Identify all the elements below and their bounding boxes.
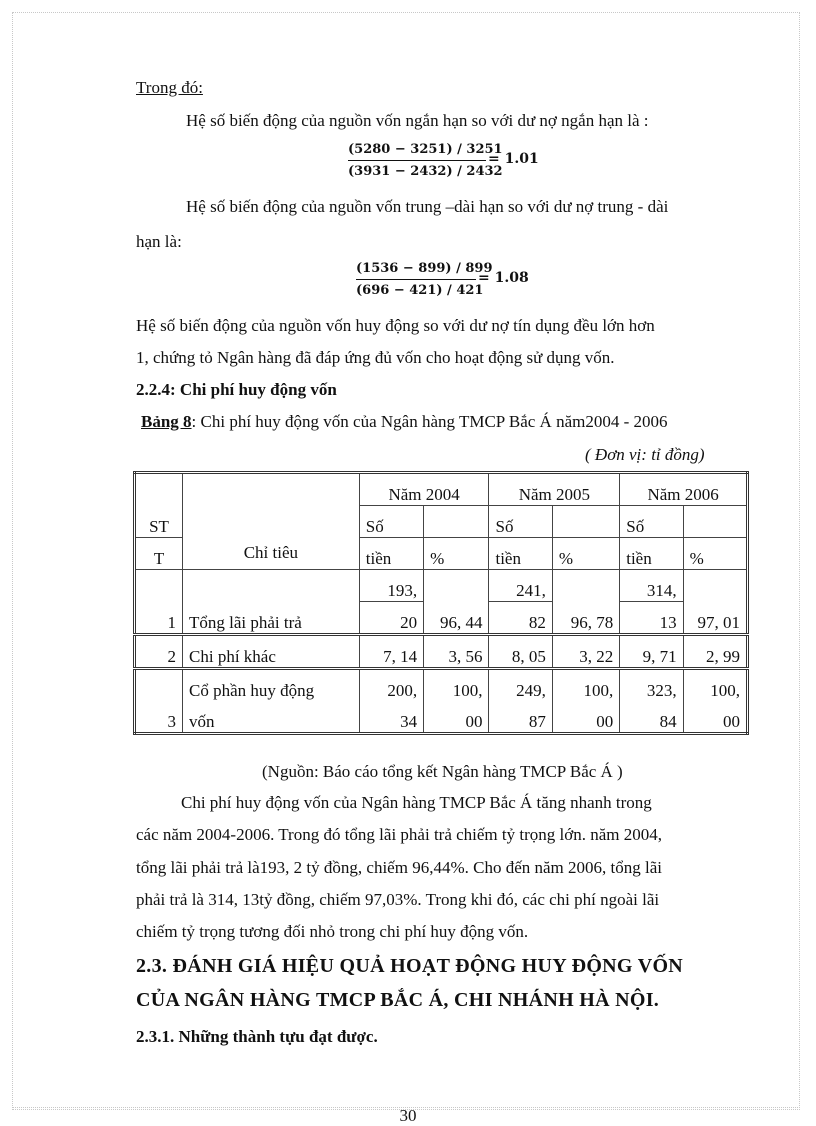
formula-2: [356, 261, 536, 301]
source-note: (Nguồn: Báo cáo tổng kết Ngân hàng TMCP Bắc Á ): [262, 762, 623, 781]
paragraph-3-line-2: 1, chứng tỏ Ngân hàng đã đáp ứng đủ vốn cho hoạt động sử dụng vốn.: [136, 348, 615, 367]
table-caption-text: : Chi phí huy động vốn của Ngân hàng TMCP Bắc Á năm2004 - 2006: [191, 412, 668, 431]
row-3-name-line-1: Cổ phần huy động: [183, 669, 360, 702]
table-caption-label: Bảng 8: [141, 412, 192, 431]
heading-2-3-line-1: 2.3. ĐÁNH GIÁ HIỆU QUẢ HOẠT ĐỘNG HUY ĐỘNG VỐN: [136, 955, 684, 977]
row-1-amount-2004-b: 20: [359, 602, 423, 635]
table-row: [135, 669, 748, 702]
page-number: 30: [399, 1106, 417, 1125]
paragraph-1: Hệ số biến động của nguồn vốn ngắn hạn so với dư nợ ngắn hạn là :: [186, 111, 649, 130]
row-1-amount-2005-a: 241,: [489, 570, 552, 602]
header-pct-2006: %: [683, 538, 747, 570]
paragraph-4-line-5: chiếm tỷ trọng tương đối nhỏ trong chi phí huy động vốn.: [136, 922, 529, 941]
formula-1-numerator: (5280 − 3251) / 3251: [348, 142, 503, 157]
header-stt-top: ST: [135, 473, 183, 538]
paragraph-3-line-1: Hệ số biến động của nguồn vốn huy động so với dư nợ tín dụng đều lớn hơn: [136, 316, 655, 335]
header-pct-2005: %: [552, 538, 619, 570]
formula-1-fraction-bar: [348, 160, 486, 161]
formula-1: [348, 142, 538, 182]
row-3-pct-2004-b: 00: [424, 701, 489, 734]
row-2-stt: 2: [135, 635, 183, 669]
header-pct-2006-blank: [683, 506, 747, 538]
paragraph-4-line-2: các năm 2004-2006. Trong đó tổng lãi phải trả chiếm tỷ trọng lớn. năm 2004,: [136, 825, 662, 844]
header-stt-bottom: T: [135, 538, 183, 570]
header-pct-2004: %: [424, 538, 489, 570]
heading-2-3-line-2: CỦA NGÂN HÀNG TMCP BẮC Á, CHI NHÁNH HÀ NỘI.: [136, 989, 660, 1011]
row-3-amount-2004-b: 34: [359, 701, 423, 734]
row-3-name-line-2: vốn: [183, 701, 360, 734]
row-2-name: Chi phí khác: [183, 635, 360, 669]
formula-2-fraction-bar: [356, 279, 476, 280]
section-heading-2-3-1: 2.3.1. Những thành tựu đạt được.: [136, 1027, 378, 1046]
section-heading-2-2-4: 2.2.4: Chi phí huy động vốn: [136, 380, 337, 399]
header-amount-2004-top: Số: [359, 506, 423, 538]
row-2-pct-2006: 2, 99: [683, 635, 747, 669]
row-1-amount-2006-a: 314,: [620, 570, 683, 602]
row-3-amount-2005-b: 87: [489, 701, 552, 734]
row-1-amount-2004-a: 193,: [359, 570, 423, 602]
header-year-2005: Năm 2005: [489, 473, 620, 506]
intro-label: Trong đó:: [136, 78, 203, 97]
header-amount-2006-bottom: tiền: [620, 538, 683, 570]
header-pct-2004-blank: [424, 506, 489, 538]
cost-table: [133, 471, 749, 735]
row-2-pct-2005: 3, 22: [552, 635, 619, 669]
row-3-pct-2006-a: 100,: [683, 669, 747, 702]
row-3-pct-2005-b: 00: [552, 701, 619, 734]
row-2-amount-2004: 7, 14: [359, 635, 423, 669]
paragraph-4-line-1: Chi phí huy động vốn của Ngân hàng TMCP Bắc Á tăng nhanh trong: [181, 793, 652, 812]
row-2-amount-2005: 8, 05: [489, 635, 552, 669]
row-1-name: Tổng lãi phải trả: [183, 570, 360, 635]
row-1-amount-2006-b: 13: [620, 602, 683, 635]
footer-divider: [12, 1109, 800, 1110]
paragraph-2-line-1: Hệ số biến động của nguồn vốn trung –dài hạn so với dư nợ trung - dài: [186, 197, 669, 216]
row-3-amount-2006-a: 323,: [620, 669, 683, 702]
paragraph-4-line-4: phải trả là 314, 13tỷ đồng, chiếm 97,03%. Trong khi đó, các chi phí ngoài lãi: [136, 890, 660, 909]
table-row-continuation: [135, 701, 748, 734]
table-caption: [141, 412, 668, 432]
row-2-amount-2006: 9, 71: [620, 635, 683, 669]
row-1-amount-2005-b: 82: [489, 602, 552, 635]
formula-2-result: = 1.08: [478, 270, 529, 286]
paragraph-4-line-3: tổng lãi phải trả là193, 2 tỷ đồng, chiếm 96,44%. Cho đến năm 2006, tổng lãi: [136, 858, 662, 877]
table-row: [135, 635, 748, 669]
header-year-2004: Năm 2004: [359, 473, 489, 506]
row-1-pct-2005: 96, 78: [552, 570, 619, 635]
header-year-2006: Năm 2006: [620, 473, 748, 506]
header-item: Chỉ tiêu: [183, 473, 360, 570]
row-3-pct-2004-a: 100,: [424, 669, 489, 702]
header-amount-2004-bottom: tiền: [359, 538, 423, 570]
formula-2-numerator: (1536 − 899) / 899: [356, 261, 493, 276]
table-row: [135, 570, 748, 602]
row-3-pct-2006-b: 00: [683, 701, 747, 734]
header-amount-2006-top: Số: [620, 506, 683, 538]
row-3-stt: 3: [135, 669, 183, 734]
formula-1-denominator: (3931 − 2432) / 2432: [348, 164, 503, 179]
paragraph-2-line-2: hạn là:: [136, 232, 182, 251]
row-3-pct-2005-a: 100,: [552, 669, 619, 702]
row-1-stt: 1: [135, 570, 183, 635]
unit-note: ( Đơn vị: tỉ đồng): [585, 445, 705, 464]
row-1-pct-2006: 97, 01: [683, 570, 747, 635]
row-1-pct-2004: 96, 44: [424, 570, 489, 635]
formula-2-denominator: (696 − 421) / 421: [356, 283, 484, 298]
row-3-amount-2004-a: 200,: [359, 669, 423, 702]
row-2-pct-2004: 3, 56: [424, 635, 489, 669]
formula-1-result: = 1.01: [488, 151, 539, 167]
header-amount-2005-top: Số: [489, 506, 552, 538]
header-pct-2005-blank: [552, 506, 619, 538]
header-amount-2005-bottom: tiền: [489, 538, 552, 570]
row-3-amount-2006-b: 84: [620, 701, 683, 734]
row-3-amount-2005-a: 249,: [489, 669, 552, 702]
table-header-row-years: [135, 473, 748, 506]
